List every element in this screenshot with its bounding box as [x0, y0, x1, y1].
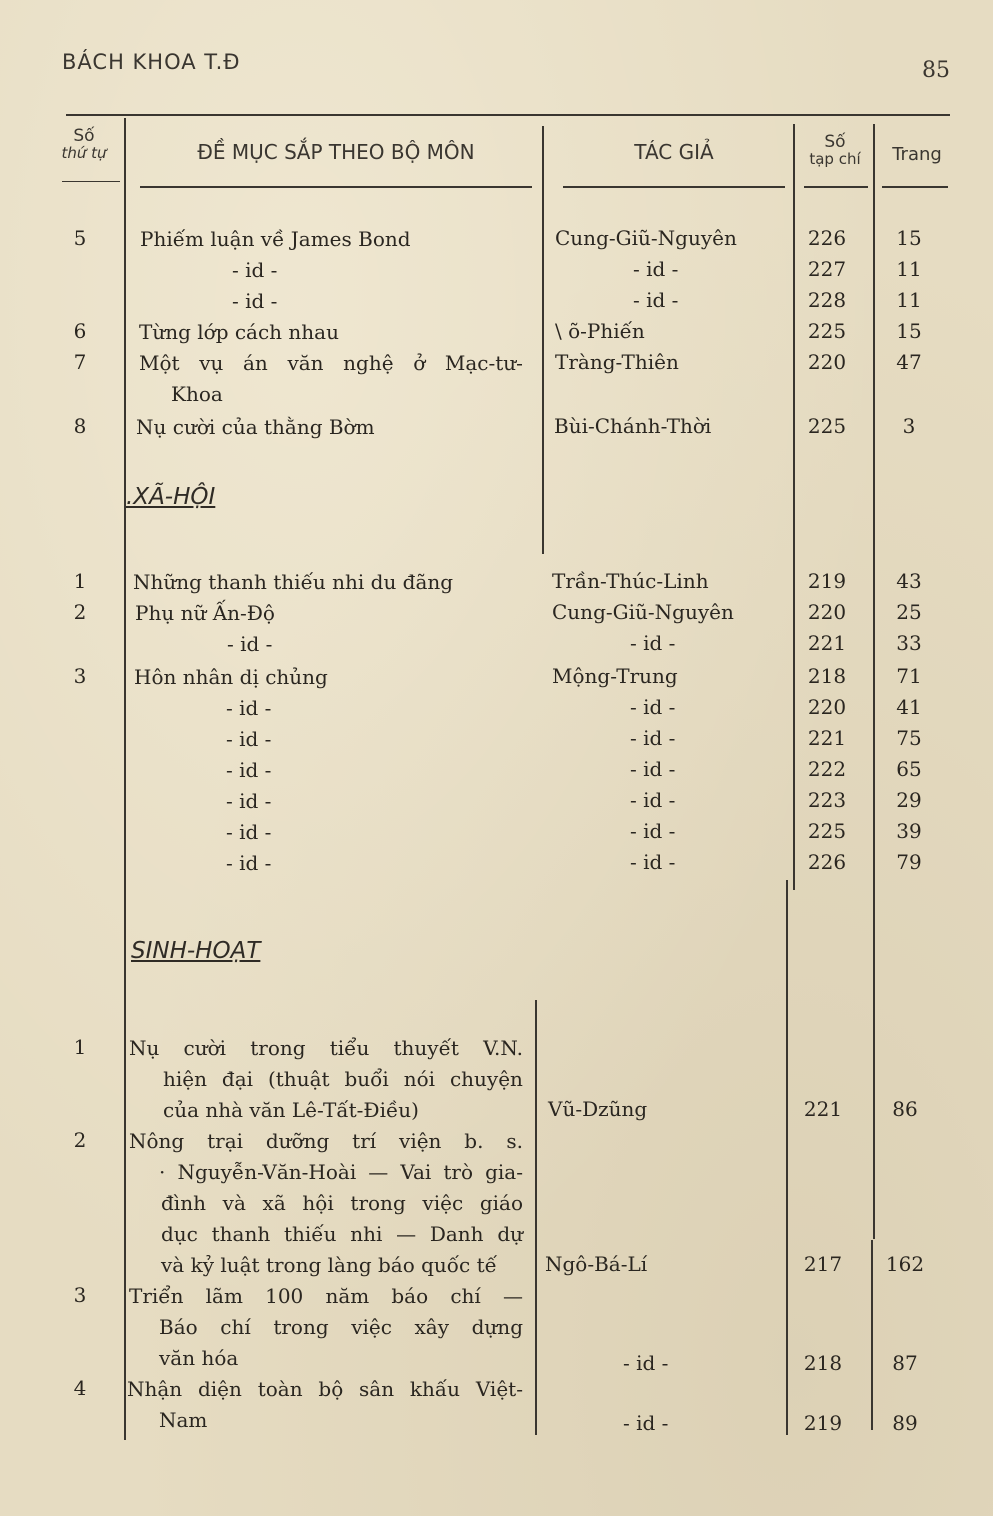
entry-author: - id -: [623, 1351, 669, 1375]
title-word: viện: [399, 1129, 442, 1153]
entry-title-line: - id -: [226, 851, 272, 875]
title-word: thuyết: [393, 1036, 459, 1060]
column-header-title: ĐỀ MỤC SẮP THEO BỘ MÔN: [197, 140, 475, 164]
section-heading-xa-hoi: .XÃ-HỘI: [126, 484, 216, 510]
entry-author: - id -: [630, 788, 676, 812]
title-word: thanh: [211, 1222, 271, 1246]
title-word: Nguyễn-Văn-Hoài: [177, 1160, 357, 1184]
entry-title-line: [129, 1129, 523, 1153]
title-word: gia-: [485, 1160, 523, 1184]
title-word: dục: [161, 1222, 198, 1246]
entry-author: Cung-Giũ-Nguyên: [555, 226, 737, 250]
title-word: nghệ: [343, 351, 394, 375]
title-word: trong: [250, 1036, 306, 1060]
entry-title-line: - id -: [227, 632, 273, 656]
title-word: Mạc-tư-: [444, 351, 523, 375]
row-number: 3: [73, 1283, 87, 1307]
column-header-stt: [56, 128, 112, 162]
title-word: giáo: [479, 1191, 523, 1215]
entry-title-line: Phiếm luận về James Bond: [140, 227, 411, 251]
entry-author: Mộng-Trung: [552, 664, 678, 688]
entry-title-line: - id -: [226, 727, 272, 751]
entry-title-line: [159, 1315, 523, 1339]
entry-author: Cung-Giũ-Nguyên: [552, 600, 734, 624]
title-word: cười: [183, 1036, 227, 1060]
entry-author: - id -: [633, 288, 679, 312]
entry-issue: 225: [807, 319, 847, 343]
title-word: sân: [359, 1377, 395, 1401]
entry-title-line: Những thanh thiếu nhi du đãng: [133, 570, 454, 594]
title-word: khấu: [409, 1377, 461, 1401]
entry-author: \ õ-Phiến: [555, 319, 645, 343]
column-rule-2: [542, 126, 544, 554]
entry-author: - id -: [630, 631, 676, 655]
entry-issue: 227: [807, 257, 847, 281]
row-number: 5: [73, 226, 87, 250]
title-word: —: [368, 1160, 389, 1184]
entry-author: - id -: [623, 1411, 669, 1435]
entry-author: Vũ-Dzũng: [548, 1097, 648, 1121]
title-word: V.N.: [483, 1036, 523, 1060]
header-underline-issue: [804, 186, 868, 188]
entry-issue: 217: [803, 1252, 843, 1276]
entry-page: 75: [896, 726, 922, 750]
entry-issue: 226: [807, 226, 847, 250]
title-word: dựng: [471, 1315, 523, 1339]
title-word: (thuật: [267, 1067, 330, 1091]
entry-author: - id -: [630, 695, 676, 719]
title-word: thiếu: [283, 1222, 337, 1246]
title-word: Việt-: [475, 1377, 523, 1401]
column-header-stt-line2: thứ tự: [61, 143, 107, 162]
entry-title-line: [129, 1036, 523, 1060]
title-word: tiểu: [329, 1036, 370, 1060]
row-number: 2: [73, 1128, 87, 1152]
entry-issue: 220: [807, 695, 847, 719]
title-word: trí: [352, 1129, 377, 1153]
entry-issue: 225: [807, 819, 847, 843]
title-word: Vai: [400, 1160, 432, 1184]
entry-page: 86: [892, 1097, 918, 1121]
entry-title-line: [139, 351, 523, 375]
entry-title-line: - id -: [232, 289, 278, 313]
title-word: văn: [287, 351, 324, 375]
entry-author: - id -: [630, 850, 676, 874]
entry-issue: 219: [807, 569, 847, 593]
entry-title-line: - id -: [226, 820, 272, 844]
column-header-issue-line1: Số: [824, 132, 846, 152]
column-rule-2b: [535, 1000, 537, 1435]
row-number: 8: [73, 414, 87, 438]
entry-issue: 221: [807, 631, 847, 655]
entry-author: - id -: [633, 257, 679, 281]
entry-issue: 223: [807, 788, 847, 812]
title-word: s.: [506, 1129, 523, 1153]
header-underline-stt: [62, 181, 120, 182]
entry-title-line: - id -: [232, 258, 278, 282]
entry-page: 33: [896, 631, 922, 655]
title-word: trong: [350, 1191, 406, 1215]
title-word: trò: [443, 1160, 474, 1184]
title-word: b.: [464, 1129, 484, 1153]
entry-page: 29: [896, 788, 922, 812]
row-number: 3: [73, 664, 87, 688]
entry-page: 11: [896, 257, 922, 281]
title-word: —: [502, 1284, 523, 1308]
entry-title-line: Hôn nhân dị chủng: [134, 665, 328, 689]
column-rule-1: [124, 118, 126, 1440]
entry-title-line: [129, 1284, 523, 1308]
title-word: 100: [265, 1284, 304, 1308]
title-word: Triển: [129, 1284, 184, 1308]
entry-title-line: - id -: [226, 789, 272, 813]
entry-author: Tràng-Thiên: [555, 350, 679, 374]
title-word: chí: [220, 1315, 251, 1339]
entry-title-line: - id -: [226, 758, 272, 782]
title-word: xây: [414, 1315, 450, 1339]
entry-title-line: và kỷ luật trong làng báo quốc tế: [161, 1253, 497, 1277]
title-word: trại: [207, 1129, 244, 1153]
column-header-author: TÁC GIẢ: [634, 140, 714, 164]
title-word: đình: [161, 1191, 206, 1215]
title-word: buổi: [344, 1067, 389, 1091]
entry-page: 89: [892, 1411, 918, 1435]
page-number: 85: [922, 58, 950, 83]
entry-page: 39: [896, 819, 922, 843]
title-word: ở: [413, 351, 426, 375]
title-word: nhi: [350, 1222, 383, 1246]
title-word: báo: [391, 1284, 429, 1308]
entry-issue: 218: [803, 1351, 843, 1375]
title-word: Nụ: [129, 1036, 160, 1060]
column-header-page: Trang: [892, 144, 942, 165]
title-word: án: [243, 351, 268, 375]
row-number: 4: [73, 1376, 87, 1400]
entry-issue: 220: [807, 350, 847, 374]
column-rule-4b: [871, 1240, 873, 1430]
entry-title-line: Từng lớp cách nhau: [139, 320, 339, 344]
entry-title-line: [127, 1377, 523, 1401]
table-top-rule: [66, 114, 950, 116]
entry-issue: 226: [807, 850, 847, 874]
entry-issue: 221: [803, 1097, 843, 1121]
title-word: Một: [139, 351, 180, 375]
title-word: vụ: [199, 351, 224, 375]
title-word: —: [396, 1222, 417, 1246]
section-heading-sinh-hoat: SINH-HOẠT: [131, 938, 261, 964]
header-underline-page: [882, 186, 948, 188]
column-rule-4: [873, 124, 875, 1239]
title-word: toàn: [257, 1377, 303, 1401]
entry-issue: 222: [807, 757, 847, 781]
title-word: chuyện: [449, 1067, 523, 1091]
entry-author: Trần-Thúc-Linh: [552, 569, 709, 593]
title-word: năm: [325, 1284, 370, 1308]
title-word: việc: [422, 1191, 464, 1215]
entry-author: - id -: [630, 819, 676, 843]
title-word: hội: [302, 1191, 334, 1215]
entry-page: 79: [896, 850, 922, 874]
title-word: lãm: [205, 1284, 243, 1308]
title-word: và: [222, 1191, 246, 1215]
column-rule-3b: [786, 880, 788, 1435]
title-word: việc: [351, 1315, 392, 1339]
entry-author: - id -: [630, 726, 676, 750]
entry-title-line: văn hóa: [159, 1346, 239, 1370]
title-word: xã: [262, 1191, 286, 1215]
entry-author: - id -: [630, 757, 676, 781]
title-word: nói: [403, 1067, 436, 1091]
title-word: hiện: [163, 1067, 207, 1091]
title-word: bộ: [318, 1377, 344, 1401]
title-word: Danh: [429, 1222, 484, 1246]
title-word: chí: [450, 1284, 481, 1308]
entry-page: 11: [896, 288, 922, 312]
title-word: dưỡng: [265, 1129, 330, 1153]
running-title: BÁCH KHOA T.Đ: [62, 50, 241, 74]
entry-title-line: [163, 1067, 523, 1091]
entry-issue: 220: [807, 600, 847, 624]
entry-title-line: [161, 1191, 523, 1215]
entry-page: 71: [896, 664, 922, 688]
entry-page: 25: [896, 600, 922, 624]
entry-issue: 228: [807, 288, 847, 312]
row-number: 1: [73, 1035, 87, 1059]
entry-author: Bùi-Chánh-Thời: [554, 414, 712, 438]
title-word: Nông: [129, 1129, 185, 1153]
entry-title-line: Phụ nữ Ấn-Độ: [135, 601, 275, 625]
title-word: Báo: [159, 1315, 198, 1339]
column-header-stt-line1: Số: [73, 126, 95, 146]
title-word: dự: [497, 1222, 523, 1246]
title-word: trong: [273, 1315, 329, 1339]
row-number: 2: [73, 600, 87, 624]
header-underline-title: [140, 186, 532, 188]
entry-issue: 221: [807, 726, 847, 750]
entry-title-line: [159, 1160, 523, 1184]
entry-title-line: [161, 1222, 523, 1246]
title-word: ·: [159, 1160, 166, 1184]
row-number: 7: [73, 350, 87, 374]
entry-page: 41: [896, 695, 922, 719]
entry-page: 43: [896, 569, 922, 593]
entry-title-line: Khoa: [171, 382, 223, 406]
entry-issue: 225: [807, 414, 847, 438]
entry-title-line: - id -: [226, 696, 272, 720]
row-number: 1: [73, 569, 87, 593]
row-number: 6: [73, 319, 87, 343]
entry-page: 87: [892, 1351, 918, 1375]
entry-page: 162: [885, 1252, 925, 1276]
column-rule-3: [793, 124, 795, 890]
entry-title-line: Nam: [159, 1408, 208, 1432]
column-header-issue: [800, 134, 870, 168]
entry-issue: 218: [807, 664, 847, 688]
title-word: Nhận: [127, 1377, 183, 1401]
title-word: đại: [221, 1067, 254, 1091]
entry-title-line: Nụ cười của thằng Bờm: [136, 415, 375, 439]
entry-issue: 219: [803, 1411, 843, 1435]
entry-page: 15: [896, 319, 922, 343]
entry-page: 15: [896, 226, 922, 250]
entry-title-line: của nhà văn Lê-Tất-Điều): [163, 1098, 419, 1122]
entry-page: 65: [896, 757, 922, 781]
entry-author: Ngô-Bá-Lí: [545, 1252, 648, 1276]
entry-page: 47: [896, 350, 922, 374]
title-word: diện: [197, 1377, 242, 1401]
column-header-issue-line2: tạp chí: [809, 149, 861, 168]
entry-page: 3: [902, 414, 916, 438]
header-underline-author: [563, 186, 785, 188]
